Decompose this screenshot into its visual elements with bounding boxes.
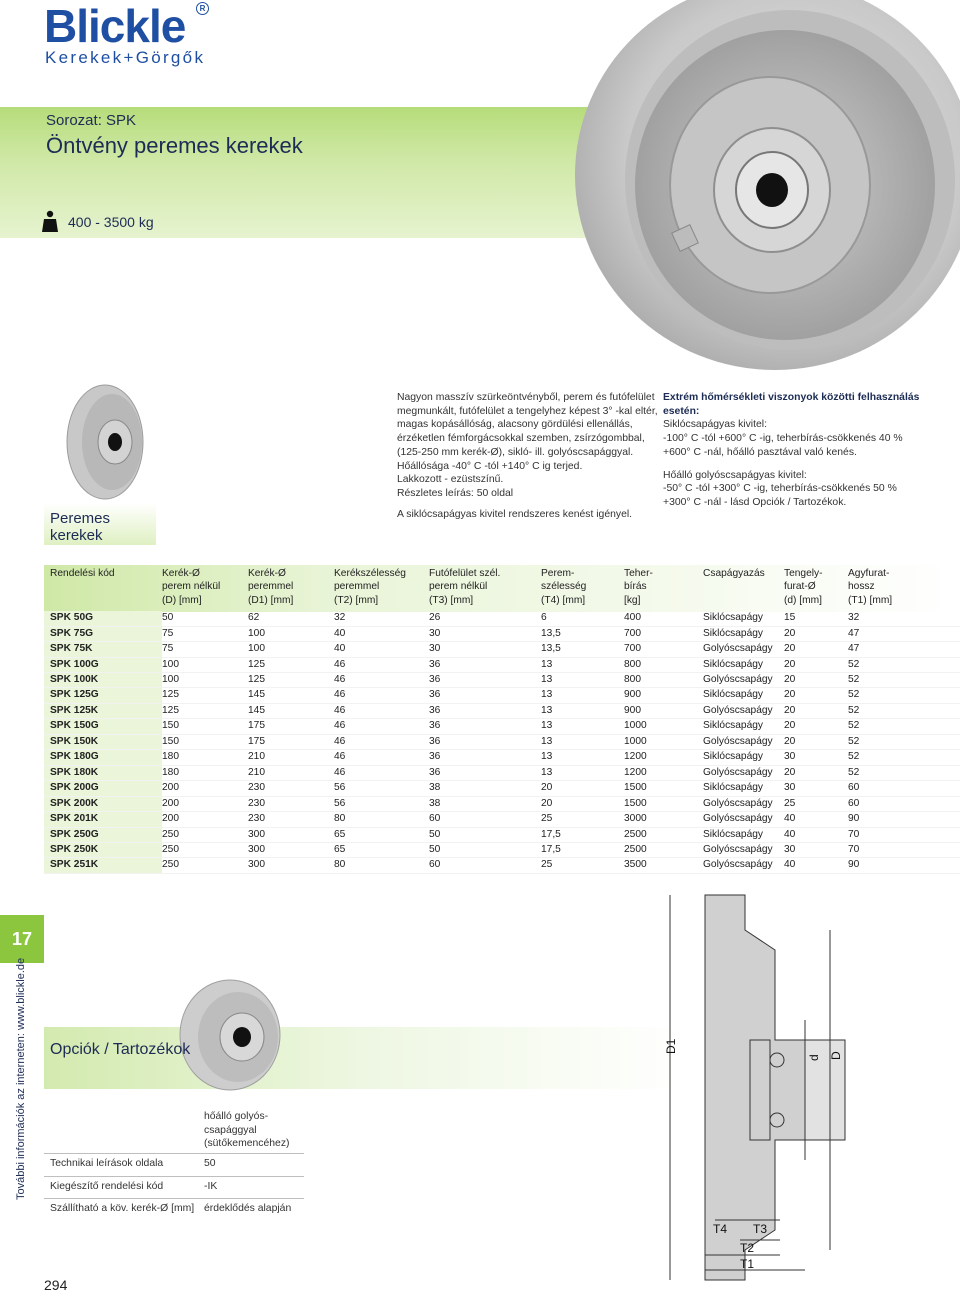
table-cell: 13 [541, 719, 624, 734]
product-description: Nagyon masszív szürkeöntvényből, perem és futófelület megmunkált, futófelület a tengelyhez képest 3° -kal eltér, magas kopásállóság, alacsony gördülési ellenállás, érzéketlen fémforgácsokkal szemben, zsírzógombbal, (125-250 mm kerék-Ø), sikló- ill. golyóscsapággyal. Hőállósága -40° C -tól +140° C ig terjed. Lakkozott - ezüstszínű. Részletes leírás: 50 oldal A siklócsapágyas kivitel rendszeres kenést igényel. [397, 392, 658, 520]
table-cell: 46 [334, 719, 429, 734]
table-cell: 38 [429, 796, 541, 811]
table-cell: 100 [248, 626, 334, 641]
table-cell: 36 [429, 765, 541, 780]
table-header-cell: Kerék-Ø peremmel (D1) [mm] [248, 568, 294, 606]
table-cell: 62 [248, 611, 334, 626]
table-cell: 700 [624, 642, 703, 657]
table-cell: Siklócsapágy [703, 719, 784, 734]
options-row-value: érdeklődés alapján [204, 1203, 292, 1214]
order-code-cell: SPK 250K [44, 843, 162, 858]
table-cell: 150 [162, 719, 248, 734]
order-code-cell: SPK 75K [44, 642, 162, 657]
table-cell: 90 [848, 858, 960, 873]
table-cell: 46 [334, 657, 429, 672]
table-cell: 100 [248, 642, 334, 657]
table-header-cell: Futófelület szél. perem nélkül (T3) [mm] [429, 568, 501, 606]
table-cell: Golyóscsapágy [703, 734, 784, 749]
options-row-label: Technikai leírások oldala [50, 1158, 164, 1169]
table-cell: 30 [429, 642, 541, 657]
table-cell: 3000 [624, 812, 703, 827]
table-cell: 200 [162, 796, 248, 811]
table-cell: 900 [624, 688, 703, 703]
options-title: Opciók / Tartozékok [50, 1041, 191, 1058]
table-cell: 46 [334, 734, 429, 749]
table-cell: 20 [784, 626, 848, 641]
table-cell: Golyóscsapágy [703, 673, 784, 688]
table-cell: 230 [248, 796, 334, 811]
table-cell: 13,5 [541, 626, 624, 641]
table-cell: 36 [429, 688, 541, 703]
table-cell: 17,5 [541, 827, 624, 842]
table-cell: 52 [848, 703, 960, 718]
table-header-cell: Csapágyazás [703, 568, 765, 579]
table-cell: 70 [848, 827, 960, 842]
thumb-label: Peremes kerekek [50, 510, 111, 544]
table-cell: 30 [784, 781, 848, 796]
table-cell: 1200 [624, 765, 703, 780]
table-header-cell: Tengely- furat-Ø (d) [mm] [784, 568, 823, 606]
table-cell: 20 [541, 796, 624, 811]
table-row [44, 781, 960, 796]
table-cell: 13 [541, 673, 624, 688]
table-cell: 46 [334, 750, 429, 765]
order-code-cell: SPK 150G [44, 719, 162, 734]
table-cell: Siklócsapágy [703, 781, 784, 796]
label-D: D [829, 1051, 843, 1060]
table-cell: 20 [784, 719, 848, 734]
table-row [44, 765, 960, 780]
table-cell: 36 [429, 673, 541, 688]
table-cell: 125 [162, 703, 248, 718]
table-row [44, 657, 960, 672]
table-cell: 75 [162, 642, 248, 657]
table-cell: 47 [848, 626, 960, 641]
table-cell: 52 [848, 657, 960, 672]
options-column-head: hőálló golyós- csapággyal (sütőkemencéhez) [204, 1111, 290, 1149]
side-web-note: További információk az interneten: www.blickle.de [15, 957, 27, 1200]
table-cell: 210 [248, 765, 334, 780]
options-divider [44, 1176, 304, 1177]
table-header-cell: Kerék-Ø perem nélkül (D) [mm] [162, 568, 221, 606]
table-cell: 40 [334, 626, 429, 641]
cross-section-drawing [655, 890, 960, 1285]
order-code-cell: SPK 251K [44, 858, 162, 873]
table-cell: 180 [162, 765, 248, 780]
weight-icon [42, 210, 58, 232]
table-cell: 36 [429, 734, 541, 749]
table-cell: Siklócsapágy [703, 827, 784, 842]
brand-logo: Blickle [44, 0, 186, 52]
table-cell: 60 [429, 812, 541, 827]
table-cell: 40 [784, 812, 848, 827]
table-cell: Siklócsapágy [703, 657, 784, 672]
table-cell: 20 [784, 657, 848, 672]
table-cell: 1000 [624, 719, 703, 734]
order-code-cell: SPK 50G [44, 611, 162, 626]
table-cell: 32 [334, 611, 429, 626]
table-cell: 13 [541, 734, 624, 749]
table-cell: 52 [848, 688, 960, 703]
table-cell: 20 [784, 703, 848, 718]
table-cell: Golyóscsapágy [703, 812, 784, 827]
label-T3: T3 [753, 1222, 768, 1236]
order-code-cell: SPK 125K [44, 703, 162, 718]
table-cell: 13 [541, 750, 624, 765]
table-cell: 100 [162, 657, 248, 672]
table-header-cell: Kerékszélesség peremmel (T2) [mm] [334, 568, 406, 606]
table-cell: 90 [848, 812, 960, 827]
table-cell: 17,5 [541, 843, 624, 858]
table-cell: Golyóscsapágy [703, 642, 784, 657]
table-cell: 250 [162, 858, 248, 873]
table-cell: 20 [784, 673, 848, 688]
table-cell: 175 [248, 719, 334, 734]
table-cell: 180 [162, 750, 248, 765]
table-cell: 40 [334, 642, 429, 657]
table-cell: 145 [248, 703, 334, 718]
table-cell: 125 [248, 657, 334, 672]
label-T2: T2 [740, 1241, 755, 1255]
table-body [44, 611, 960, 873]
table-cell: 25 [541, 858, 624, 873]
table-cell: 46 [334, 673, 429, 688]
table-cell: 700 [624, 626, 703, 641]
table-cell: 40 [784, 858, 848, 873]
options-row-label: Szállítható a köv. kerék-Ø [mm] [50, 1203, 195, 1214]
table-cell: Golyóscsapágy [703, 858, 784, 873]
weight-range: 400 - 3500 kg [68, 214, 154, 230]
table-cell: 1000 [624, 734, 703, 749]
table-cell: 175 [248, 734, 334, 749]
order-code-cell: SPK 150K [44, 734, 162, 749]
table-row [44, 827, 960, 842]
table-cell: 80 [334, 858, 429, 873]
table-cell: 13 [541, 703, 624, 718]
table-cell: 20 [541, 781, 624, 796]
description-note: A siklócsapágyas kivitel rendszeres kenést igényel. [397, 508, 633, 520]
table-cell: 50 [429, 827, 541, 842]
table-row [44, 858, 960, 873]
table-cell: 1200 [624, 750, 703, 765]
table-cell: 25 [784, 796, 848, 811]
product-hero-image [510, 0, 960, 370]
options-row-label: Kiegészítő rendelési kód [50, 1181, 164, 1192]
table-cell: 125 [248, 673, 334, 688]
table-cell: 46 [334, 688, 429, 703]
order-code-cell: SPK 100K [44, 673, 162, 688]
table-cell: 26 [429, 611, 541, 626]
table-row [44, 750, 960, 765]
table-cell: 3500 [624, 858, 703, 873]
table-cell: 40 [784, 827, 848, 842]
table-cell: 30 [429, 626, 541, 641]
extreme-temperature-info: Extrém hőmérsékleti viszonyok közötti felhasználás esetén: Siklócsapágyas kivitel: -100° C -tól +600° C -ig, teherbírás-csökkenés 40 % +600° C -nál, hőálló pasztával való kenés. Hőálló golyóscsapágyas kivitel: -50° C -tól +300° C -ig, teherbírás-csökkenés 50 % +300° C -nál - lásd Opciók / Tartozékok. [663, 392, 920, 508]
series-label: Sorozat: SPK [46, 112, 137, 129]
table-header-row [44, 566, 960, 611]
table-row [44, 642, 960, 657]
table-cell: Golyóscsapágy [703, 796, 784, 811]
order-code-cell: SPK 201K [44, 812, 162, 827]
order-code-cell: SPK 250G [44, 827, 162, 842]
table-cell: 60 [848, 796, 960, 811]
table-cell: Siklócsapágy [703, 611, 784, 626]
table-cell: 2500 [624, 843, 703, 858]
table-cell: 52 [848, 765, 960, 780]
table-cell: 60 [848, 781, 960, 796]
table-header-cell: Perem- szélesség (T4) [mm] [541, 568, 587, 606]
table-cell: 52 [848, 750, 960, 765]
table-cell: 210 [248, 750, 334, 765]
table-cell: 52 [848, 719, 960, 734]
table-row [44, 843, 960, 858]
table-cell: 38 [429, 781, 541, 796]
table-cell: 20 [784, 734, 848, 749]
table-cell: 52 [848, 734, 960, 749]
table-cell: 125 [162, 688, 248, 703]
table-cell: 100 [162, 673, 248, 688]
table-cell: 52 [848, 673, 960, 688]
table-cell: 300 [248, 827, 334, 842]
table-cell: 65 [334, 843, 429, 858]
table-cell: 15 [784, 611, 848, 626]
label-d: d [807, 1054, 821, 1061]
table-cell: 36 [429, 657, 541, 672]
table-cell: 65 [334, 827, 429, 842]
thumb-wheel-image [60, 382, 150, 502]
table-cell: 13 [541, 657, 624, 672]
table-row [44, 703, 960, 718]
table-row [44, 688, 960, 703]
table-cell: 25 [541, 812, 624, 827]
table-row [44, 611, 960, 626]
table-cell: 13 [541, 688, 624, 703]
table-row [44, 734, 960, 749]
table-cell: 13,5 [541, 642, 624, 657]
options-row-value: -IK [204, 1181, 218, 1192]
table-cell: 230 [248, 812, 334, 827]
table-cell: 36 [429, 750, 541, 765]
order-code-cell: SPK 180K [44, 765, 162, 780]
label-D1: D1 [664, 1038, 678, 1054]
table-cell: 36 [429, 719, 541, 734]
table-header-cell: Agyfurat- hossz (T1) [mm] [848, 568, 893, 606]
table-cell: 1500 [624, 796, 703, 811]
order-code-cell: SPK 100G [44, 657, 162, 672]
table-cell: Siklócsapágy [703, 750, 784, 765]
table-cell: Siklócsapágy [703, 688, 784, 703]
table-cell: 800 [624, 657, 703, 672]
table-row [44, 626, 960, 641]
table-cell: 47 [848, 642, 960, 657]
table-cell: 46 [334, 703, 429, 718]
table-header-cell: Teher- bírás [kg] [624, 568, 653, 606]
table-cell: 20 [784, 765, 848, 780]
table-cell: 145 [248, 688, 334, 703]
table-cell: 250 [162, 843, 248, 858]
table-cell: Golyóscsapágy [703, 843, 784, 858]
table-cell: 900 [624, 703, 703, 718]
table-cell: 56 [334, 781, 429, 796]
table-cell: 6 [541, 611, 624, 626]
table-cell: 50 [162, 611, 248, 626]
table-cell: 56 [334, 796, 429, 811]
options-wheel-image [170, 975, 300, 1095]
table-header-cell: Rendelési kód [50, 568, 115, 579]
order-code-cell: SPK 180G [44, 750, 162, 765]
table-cell: 200 [162, 812, 248, 827]
table-cell: 300 [248, 843, 334, 858]
label-T1: T1 [740, 1257, 755, 1271]
order-code-cell: SPK 200K [44, 796, 162, 811]
table-cell: 30 [784, 843, 848, 858]
order-code-cell: SPK 200G [44, 781, 162, 796]
table-cell: 1500 [624, 781, 703, 796]
table-cell: 20 [784, 688, 848, 703]
table-row [44, 719, 960, 734]
brand-tagline: Kerekek+Görgők [45, 48, 206, 67]
options-divider [44, 1198, 304, 1199]
table-cell: 300 [248, 858, 334, 873]
spec-table [44, 566, 960, 874]
table-cell: 800 [624, 673, 703, 688]
chapter-tab: 17 [0, 915, 44, 963]
table-cell: 80 [334, 812, 429, 827]
table-cell: 60 [429, 858, 541, 873]
order-code-cell: SPK 75G [44, 626, 162, 641]
table-cell: 400 [624, 611, 703, 626]
options-divider [44, 1153, 304, 1154]
table-cell: 46 [334, 765, 429, 780]
table-row [44, 673, 960, 688]
table-cell: Golyóscsapágy [703, 765, 784, 780]
table-cell: 200 [162, 781, 248, 796]
table-row [44, 812, 960, 827]
label-T4: T4 [713, 1222, 728, 1236]
table-cell: Golyóscsapágy [703, 703, 784, 718]
table-cell: 50 [429, 843, 541, 858]
registered-mark: R [196, 2, 209, 15]
table-cell: Siklócsapágy [703, 626, 784, 641]
options-row-value: 50 [204, 1158, 216, 1169]
table-cell: 36 [429, 703, 541, 718]
table-cell: 250 [162, 827, 248, 842]
table-cell: 150 [162, 734, 248, 749]
table-cell: 32 [848, 611, 960, 626]
product-title: Öntvény peremes kerekek [46, 133, 303, 158]
table-cell: 2500 [624, 827, 703, 842]
table-cell: 30 [784, 750, 848, 765]
table-cell: 70 [848, 843, 960, 858]
table-cell: 230 [248, 781, 334, 796]
table-cell: 20 [784, 642, 848, 657]
table-row [44, 796, 960, 811]
table-cell: 75 [162, 626, 248, 641]
order-code-cell: SPK 125G [44, 688, 162, 703]
table-cell: 13 [541, 765, 624, 780]
page-number: 294 [44, 1277, 68, 1293]
